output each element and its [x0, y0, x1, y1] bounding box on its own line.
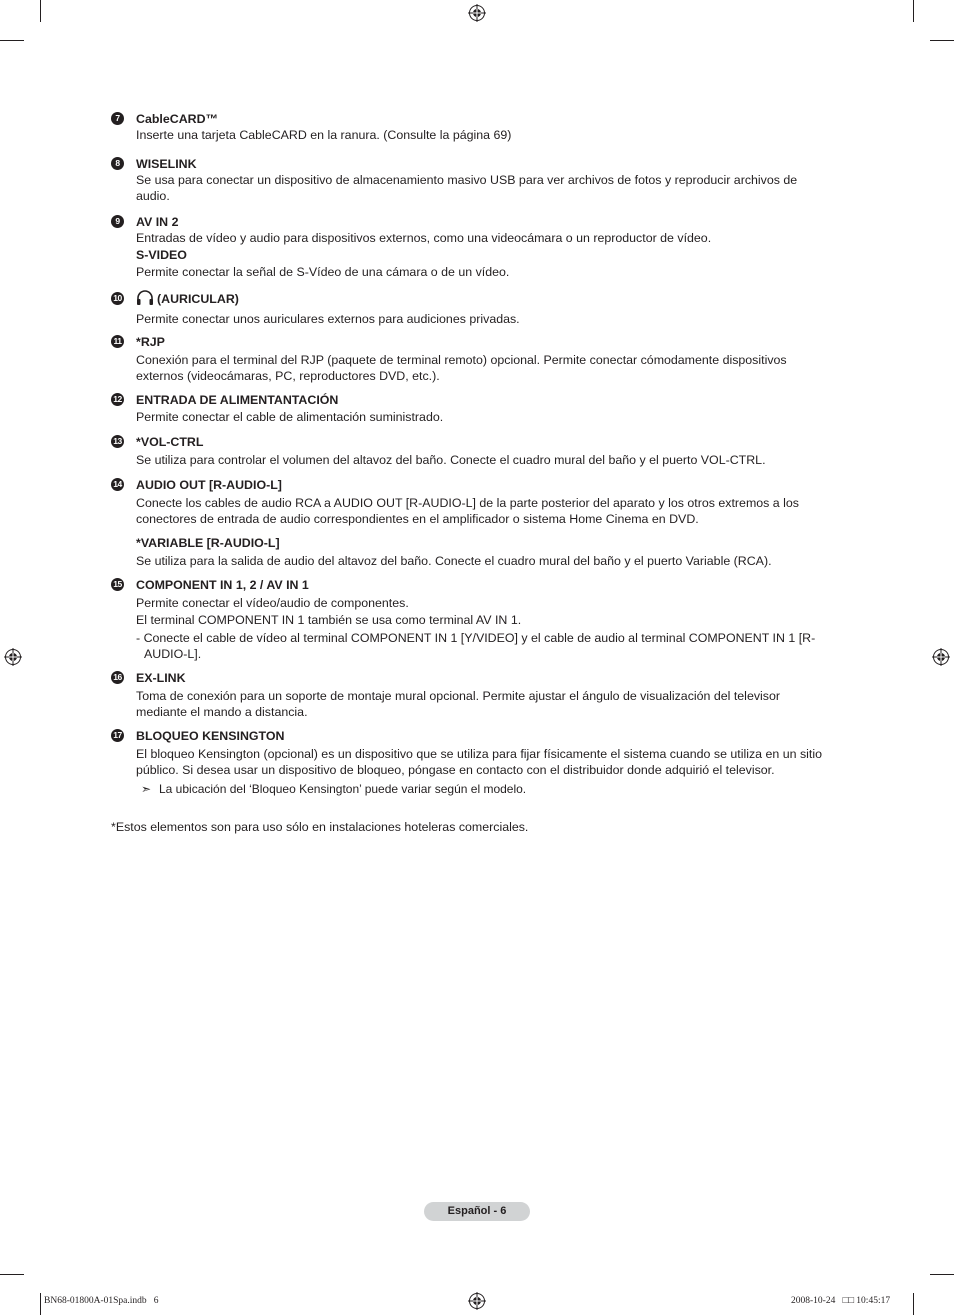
item-description: Se usa para conectar un dispositivo de almacenamiento masivo USB para ver archivos de fotos y reproducir archivos de audio.: [136, 173, 798, 203]
item-title: *RJP: [136, 335, 165, 349]
item-title: WISELINK: [136, 157, 197, 171]
item-subtitle: S-VIDEO: [136, 248, 187, 262]
crop-mark: [0, 1274, 24, 1275]
list-item: [111, 214, 831, 280]
list-item: [111, 728, 831, 797]
item-description: El bloqueo Kensington (opcional) es un dispositivo que se utiliza para fijar físicamente el sistema cuando se utiliza en un sitio público. Si desea usar un dispositivo de bloqueo, póngase en contacto con el distribuidor donde adquirió el televisor.: [136, 747, 823, 777]
print-slug-file: BN68-01800A-01Spa.indb 6: [44, 1296, 159, 1306]
item-number-badge: 11: [111, 335, 124, 348]
note-text: La ubicación del ‘Bloqueo Kensington’ puede variar según el modelo.: [159, 782, 527, 796]
item-sub-description: Permite conectar la señal de S-Vídeo de una cámara o de un vídeo.: [136, 265, 510, 279]
registration-mark-icon: [932, 648, 950, 666]
item-number-badge: 15: [111, 578, 124, 591]
crop-mark: [40, 1293, 41, 1315]
crop-mark: [913, 1293, 914, 1315]
item-description: Permite conectar unos auriculares externos para audiciones privadas.: [136, 312, 520, 326]
page-number-label: Español - 6: [424, 1202, 530, 1221]
list-item: [111, 392, 831, 425]
item-number-badge: 12: [111, 393, 124, 406]
item-description: Permite conectar el cable de alimentación suministrado.: [136, 410, 444, 424]
item-description-2: El terminal COMPONENT IN 1 también se usa como terminal AV IN 1.: [136, 613, 522, 627]
list-item: [111, 577, 831, 662]
item-description: Toma de conexión para un soporte de montaje mural opcional. Permite ajustar el ángulo de visualización del televisor mediante el mando a distancia.: [136, 689, 780, 719]
item-description: Entradas de vídeo y audio para dispositivos externos, como una videocámara o un reproductor de vídeo.: [136, 231, 712, 245]
item-note: [141, 781, 831, 797]
item-description: Inserte una tarjeta CableCARD en la ranura. (Consulte la página 69): [136, 128, 512, 142]
crop-mark: [0, 40, 24, 41]
registration-mark-icon: [468, 4, 486, 22]
item-description: Permite conectar el vídeo/audio de componentes.: [136, 596, 409, 610]
item-title: AUDIO OUT [R-AUDIO-L]: [136, 478, 282, 492]
item-instruction: - Conecte el cable de vídeo al terminal COMPONENT IN 1 [Y/VIDEO] y el cable de audio al terminal COMPONENT IN 1 [R-AUDIO-L].: [136, 631, 816, 661]
item-number-badge: 17: [111, 729, 124, 742]
item-number-badge: 14: [111, 478, 124, 491]
note-arrow-icon: ➣: [141, 782, 152, 796]
list-item: [111, 290, 831, 327]
list-item: [111, 334, 831, 384]
item-title: ENTRADA DE ALIMENTANTACIÓN: [136, 393, 339, 407]
item-number-badge: 7: [111, 112, 124, 125]
item-number-badge: 8: [111, 157, 124, 170]
item-sub-description: Se utiliza para la salida de audio del altavoz del baño. Conecte el cuadro mural del baño y el puerto Variable (RCA).: [136, 554, 772, 568]
item-title: *VOL-CTRL: [136, 435, 204, 449]
item-title: (AURICULAR): [157, 292, 239, 306]
item-title: COMPONENT IN 1, 2 / AV IN 1: [136, 578, 309, 592]
list-item: [111, 477, 831, 569]
print-slug-datetime: 2008-10-24 □□ 10:45:17: [791, 1296, 891, 1306]
list-item: [111, 111, 831, 143]
crop-mark: [40, 0, 41, 22]
list-item: [111, 434, 831, 468]
item-number-badge: 16: [111, 671, 124, 684]
item-number-badge: 10: [111, 292, 124, 305]
footnote: *Estos elementos son para uso sólo en instalaciones hoteleras comerciales.: [111, 820, 529, 834]
item-description: Se utiliza para controlar el volumen del altavoz del baño. Conecte el cuadro mural del baño y el puerto VOL-CTRL.: [136, 453, 766, 467]
list-item: [111, 156, 831, 204]
item-description: Conecte los cables de audio RCA a AUDIO OUT [R-AUDIO-L] de la parte posterior del aparato y los otros extremos a los conectores de entrada de audio correspondientes en el amplificador o sistema Home Cinema en DVD.: [136, 496, 799, 526]
crop-mark: [930, 40, 954, 41]
crop-mark: [930, 1274, 954, 1275]
list-item: [111, 670, 831, 720]
item-title: CableCARD™: [136, 112, 218, 126]
item-description: Conexión para el terminal del RJP (paquete de terminal remoto) opcional. Permite conectar cómodamente dispositivos externos (videocámaras, PC, reproductores DVD, etc.).: [136, 353, 787, 383]
registration-mark-icon: [468, 1292, 486, 1310]
registration-mark-icon: [4, 648, 22, 666]
item-title: EX-LINK: [136, 671, 186, 685]
headphone-icon: [136, 290, 154, 310]
item-title: BLOQUEO KENSINGTON: [136, 729, 285, 743]
crop-mark: [913, 0, 914, 22]
item-number-badge: 9: [111, 215, 124, 228]
item-number-badge: 13: [111, 435, 124, 448]
item-subtitle: *VARIABLE [R-AUDIO-L]: [136, 536, 280, 550]
item-title: AV IN 2: [136, 215, 179, 229]
